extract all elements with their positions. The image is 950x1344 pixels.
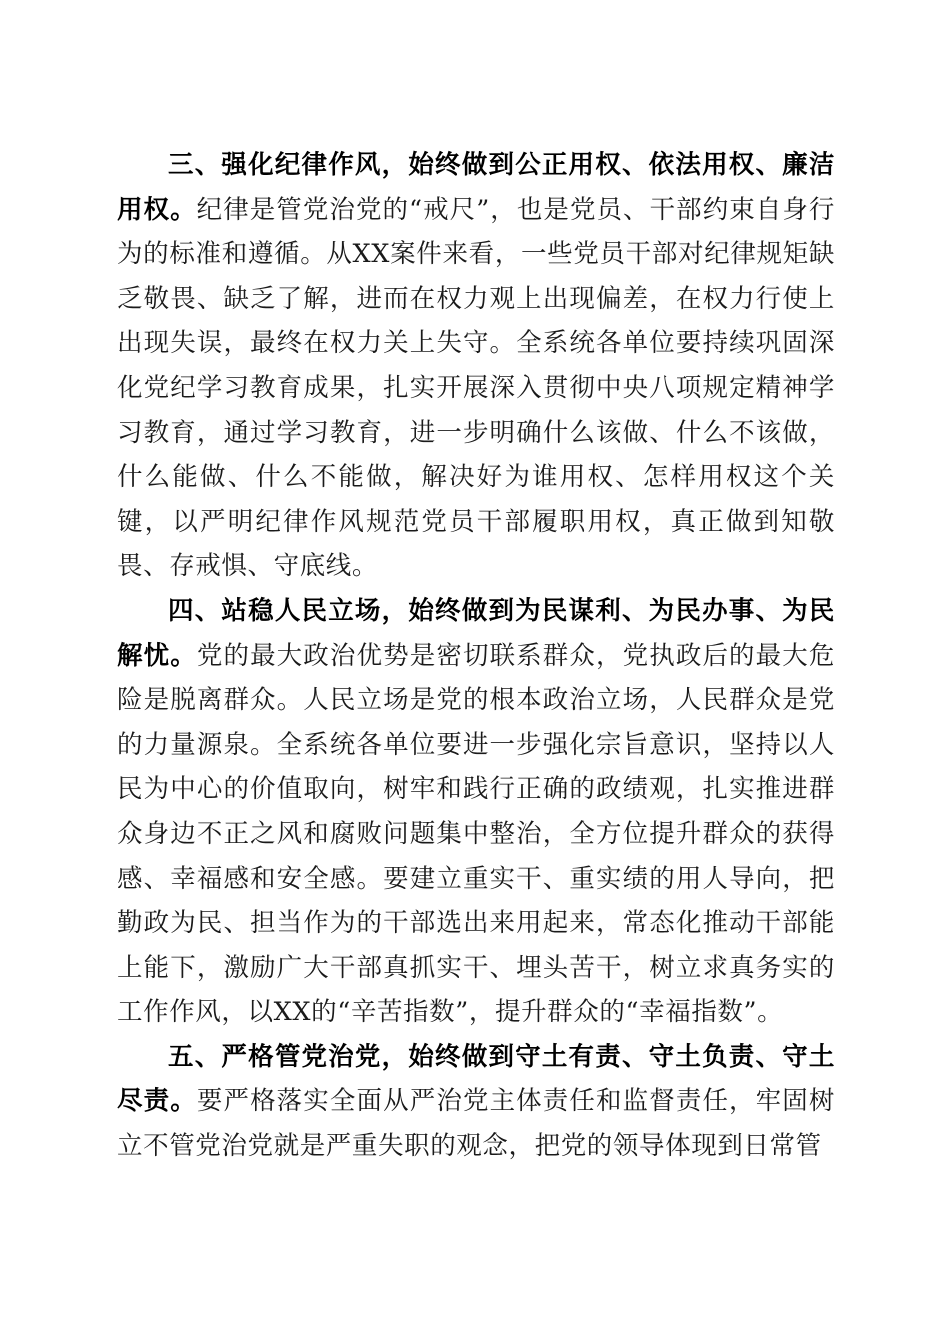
section-five-text: 要严格落实全面从严治党主体责任和监督责任，牢固树立不管党治党就是严重失职的观念，把党的领导体现到日常管	[117, 1086, 835, 1162]
section-four-text: 党的最大政治优势是密切联系群众，党执政后的最大危险是脱离群众。人民立场是党的根本政治立场，人民群众是党的力量源泉。全系统各单位要进一步强化宗旨意识，坚持以人民为中心的价值取向，树牢和践行正确的政绩观，扎实推进群众身边不正之风和腐败问题集中整治，全方位提升群众的获得感、幸福感和安全感。要建立重实干、重实绩的用人导向，把勤政为民、担当作为的干部选出来用起来，常态化推动干部能上能下，激励广大干部真抓实干、埋头苦干，树立求真务实的工作作风，以XX的“辛苦指数”，提升群众的“幸福指数”。	[117, 640, 835, 1028]
section-five-heading: 五、严格管党治党，始终做到守土有责、守土负责、守土尽责。	[117, 1041, 835, 1117]
section-three-paragraph	[117, 143, 835, 589]
document-body	[117, 143, 835, 1169]
section-five-paragraph	[117, 1035, 835, 1169]
section-three-text: 纪律是管党治党的“戒尺”，也是党员、干部约束自身行为的标准和遵循。从XX案件来看，一些党员干部对纪律规矩缺乏敬畏、缺乏了解，进而在权力观上出现偏差，在权力行使上出现失误，最终在权力关上失守。全系统各单位要持续巩固深化党纪学习教育成果，扎实开展深入贯彻中央八项规定精神学习教育，通过学习教育，进一步明确什么该做、什么不该做，什么能做、什么不能做，解决好为谁用权、怎样用权这个关键，以严明纪律作风规范党员干部履职用权，真正做到知敬畏、存戒惧、守底线。	[117, 194, 835, 582]
section-three-heading: 三、强化纪律作风，始终做到公正用权、依法用权、廉洁用权。	[117, 150, 835, 225]
section-four-heading: 四、站稳人民立场，始终做到为民谋利、为民办事、为民解忧。	[117, 595, 835, 671]
section-four-paragraph	[117, 589, 835, 1035]
